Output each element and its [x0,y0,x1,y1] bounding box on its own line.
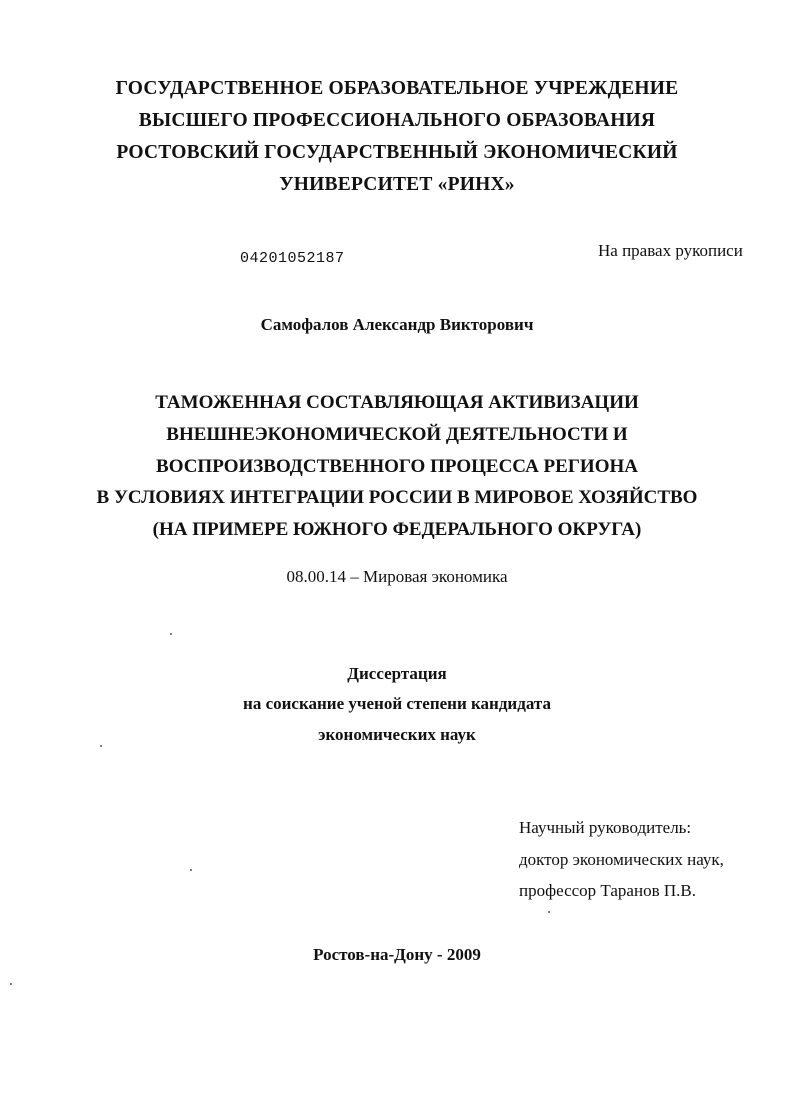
institution-line-4: УНИВЕРСИТЕТ «РИНХ» [279,174,515,195]
title-line-3: ВОСПРОИЗВОДСТВЕННОГО ПРОЦЕССА РЕГИОНА [156,456,638,477]
supervisor-label: Научный руководитель: [519,818,692,837]
institution-line-2: ВЫСШЕГО ПРОФЕССИОНАЛЬНОГО ОБРАЗОВАНИЯ [138,110,656,131]
scan-speck [100,745,102,747]
author-name: Самофалов Александр Викторович [260,315,534,334]
place-year: Ростов-на-Дону - 2009 [313,945,481,964]
title-line-5: (НА ПРИМЕРЕ ЮЖНОГО ФЕДЕРАЛЬНОГО ОКРУГА) [152,519,642,540]
scan-speck [548,911,550,913]
title-line-1: ТАМОЖЕННАЯ СОСТАВЛЯЮЩАЯ АКТИВИЗАЦИИ [155,392,639,413]
scan-speck [170,633,172,635]
supervisor-name: профессор Таранов П.В. [519,881,696,900]
title-line-2: ВНЕШНЕЭКОНОМИЧЕСКОЙ ДЕЯТЕЛЬНОСТИ И [166,424,628,445]
degree-line-2: на соискание ученой степени кандидата [243,694,551,713]
specialty: 08.00.14 – Мировая экономика [286,567,508,586]
institution-line-3: РОСТОВСКИЙ ГОСУДАРСТВЕННЫЙ ЭКОНОМИЧЕСКИЙ [116,142,678,163]
degree-line-3: экономических наук [318,725,476,744]
degree-line-1: Диссертация [347,664,447,683]
scan-speck [190,869,192,871]
title-line-4: В УСЛОВИЯХ ИНТЕГРАЦИИ РОССИИ В МИРОВОЕ ХОЗЯЙСТВО [96,487,698,508]
scan-speck [10,983,12,985]
document-code: 04201052187 [240,250,345,267]
rights-note: На правах рукописи [598,241,743,260]
institution-line-1: ГОСУДАРСТВЕННОЕ ОБРАЗОВАТЕЛЬНОЕ УЧРЕЖДЕНИЕ [115,78,679,99]
supervisor-degree: доктор экономических наук, [519,850,724,869]
